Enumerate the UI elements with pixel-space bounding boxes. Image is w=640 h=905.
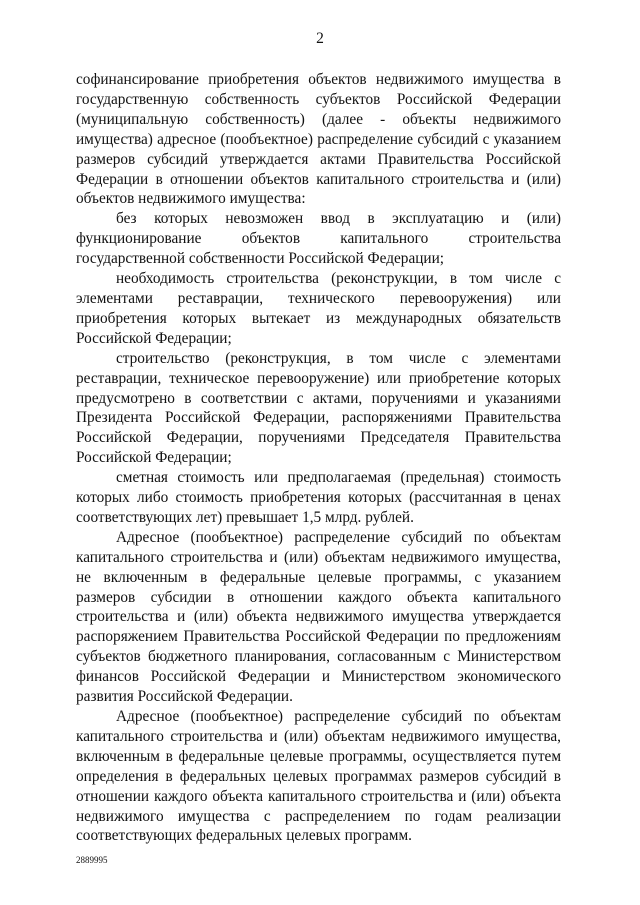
paragraph-7: Адресное (пообъектное) распределение субсидий по объектам капитального строительства и (или) объектам недвижимого имущества, включенным в федеральные целевые программы, осуществляется путем определения в федеральных целевых программах размеров субсидий в отношении каждого объекта капитального строительства и (или) объекта недвижимого имущества с распределением по годам реализации соответствующих федеральных целевых программ. xyxy=(76,708,561,845)
page-number: 2 xyxy=(316,30,324,47)
paragraph-4: строительство (реконструкция, в том числе с элементами реставрации, техническое перевооружение) или приобретение которых предусмотрено в соответствии с актами, поручениями и указаниями Президента Российской Федерации, распоряжениями Правительства Российской Федерации, поручениями Председателя Правительства Российской Федерации; xyxy=(76,349,561,467)
document-body xyxy=(76,70,561,846)
paragraph-3: необходимость строительства (реконструкции, в том числе с элементами реставрации, технического перевооружения) или приобретения которых вытекает из международных обязательств Российской Федерации; xyxy=(76,270,561,347)
paragraph-5: сметная стоимость или предполагаемая (предельная) стоимость которых либо стоимость приобретения которых (рассчитанная в ценах соответствующих лет) превышает 1,5 млрд. рублей. xyxy=(76,469,561,526)
document-id: 2889995 xyxy=(76,855,108,865)
paragraph-2: без которых невозможен ввод в эксплуатацию и (или) функционирование объектов капитального строительства государственной собственности Российской Федерации; xyxy=(76,210,561,268)
paragraph-6: Адресное (пообъектное) распределение субсидий по объектам капитального строительства и (или) объектам недвижимого имущества, не включенным в федеральные целевые программы, с указанием размеров субсидии в отношении каждого объекта капитального строительства и (или) объекта недвижимого имущества утверждается распоряжением Правительства Российской Федерации по предложениям субъектов бюджетного планирования, согласованным с Министерством финансов Российской Федерации и Министерством экономического развития Российской Федерации. xyxy=(76,528,561,706)
paragraph-1: софинансирование приобретения объектов недвижимого имущества в государственную собственность субъектов Российской Федерации (муниципальную собственность) (далее - объекты недвижимого имущества) адресное (пообъектное) распределение субсидий с указанием размеров субсидий утверждается актами Правительства Российской Федерации в отношении объектов капитального строительства и (или) объектов недвижимого имущества: xyxy=(76,71,561,208)
